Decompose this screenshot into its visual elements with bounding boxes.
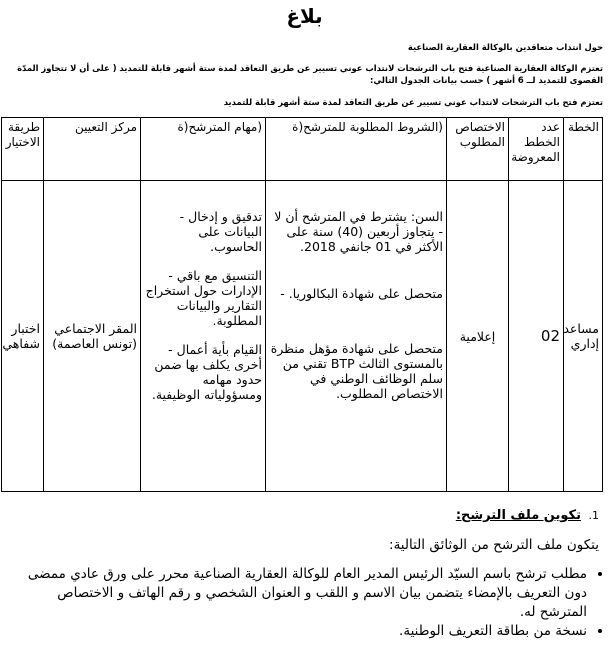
task-other: القيام بأية أعمال - أخرى يكلف بها ضمن حدود مهامه ومسؤولياته الوظيفية.: [151, 342, 262, 402]
cell-count: 02: [509, 181, 564, 492]
documents-list: [8, 565, 605, 641]
positions-table: [1, 117, 603, 492]
cell-specialty: إعلامية: [447, 181, 509, 492]
section-number: 1.: [588, 509, 599, 522]
header-method: طريقة الاختيار: [2, 118, 44, 181]
list-item: • نسخة من بطاقة التعريف الوطنية.: [8, 622, 587, 641]
table-row: [2, 181, 603, 492]
section-subtitle: يتكون ملف الترشح من الوثائق التالية:: [389, 537, 599, 553]
condition-age: السن: يشترط في المترشح أن لا - يتجاوز أربعين (40) سنة على الأكثر في 01 جانفي 2018.: [274, 209, 443, 254]
page-title: بلاغ: [286, 4, 323, 28]
task-data-entry: تدقيق و إدخال - البيانات على الحاسوب.: [179, 209, 262, 254]
header-conditions: (الشروط المطلوبة للمترشح(ة: [266, 118, 447, 181]
condition-btp: متحصل على شهادة مؤهل منظرة بالمستوى الثالث BTP تقني من سلم الوظائف الوطني في الاختصاص المطلوب.: [270, 341, 443, 401]
section-heading: [456, 508, 599, 523]
intro-line-1: حول انتداب متعاقدين بالوكالة العقارية الصناعية: [407, 42, 603, 52]
list-item: • مطلب ترشح باسم السيّد الرئيس المدير العام للوكالة العقارية الصناعية محرر على ورق عادي ممضى دون التعريف بالإمضاء يتضمن بيان الاسم و اللقب و العنوان الشخصي و رقم الهاتف و الاختصاص المترشح له.: [8, 565, 587, 622]
header-specialty: الاختصاص المطلوب: [447, 118, 509, 181]
section-title: تكوين ملف الترشح:: [455, 508, 581, 523]
intro-line-2: تعتزم الوكالة العقارية الصناعية فتح باب الترشحات لانتداب عوني تسيير عن طريق التعاقد لمدة ستة أشهر قابلة للتمديد ( على أن لا تتجاوز المدّة القصوى للتمديد لــ 6 أشهر ) حسب بيانات الجدول التالي:: [17, 63, 603, 85]
header-center: مركز التعيين: [44, 118, 141, 181]
header-tasks: (مهام المترشح(ة: [141, 118, 266, 181]
header-count: عدد الخطط المعروضة: [509, 118, 564, 181]
cell-tasks: [141, 181, 266, 492]
cell-conditions: [266, 181, 447, 492]
cell-plan: مساعد إداري: [564, 181, 603, 492]
table-header-row: [2, 118, 603, 181]
task-coordination: التنسيق مع باقي - الإدارات حول استخراج التقارير والبيانات المطلوبة.: [145, 268, 262, 328]
intro-line-3: تعتزم فتح باب الترشحات لانتداب عوني تسيير عن طريق التعاقد لمدة ستة أشهر قابلة للتمديد: [223, 97, 603, 107]
header-plan: الخطة: [564, 118, 603, 181]
cell-center: المقر الاجتماعي (تونس العاصمة): [44, 181, 141, 492]
cell-method: اختبار شفاهي: [2, 181, 44, 492]
condition-bac: متحصل على شهادة البكالوريا. -: [280, 286, 443, 301]
